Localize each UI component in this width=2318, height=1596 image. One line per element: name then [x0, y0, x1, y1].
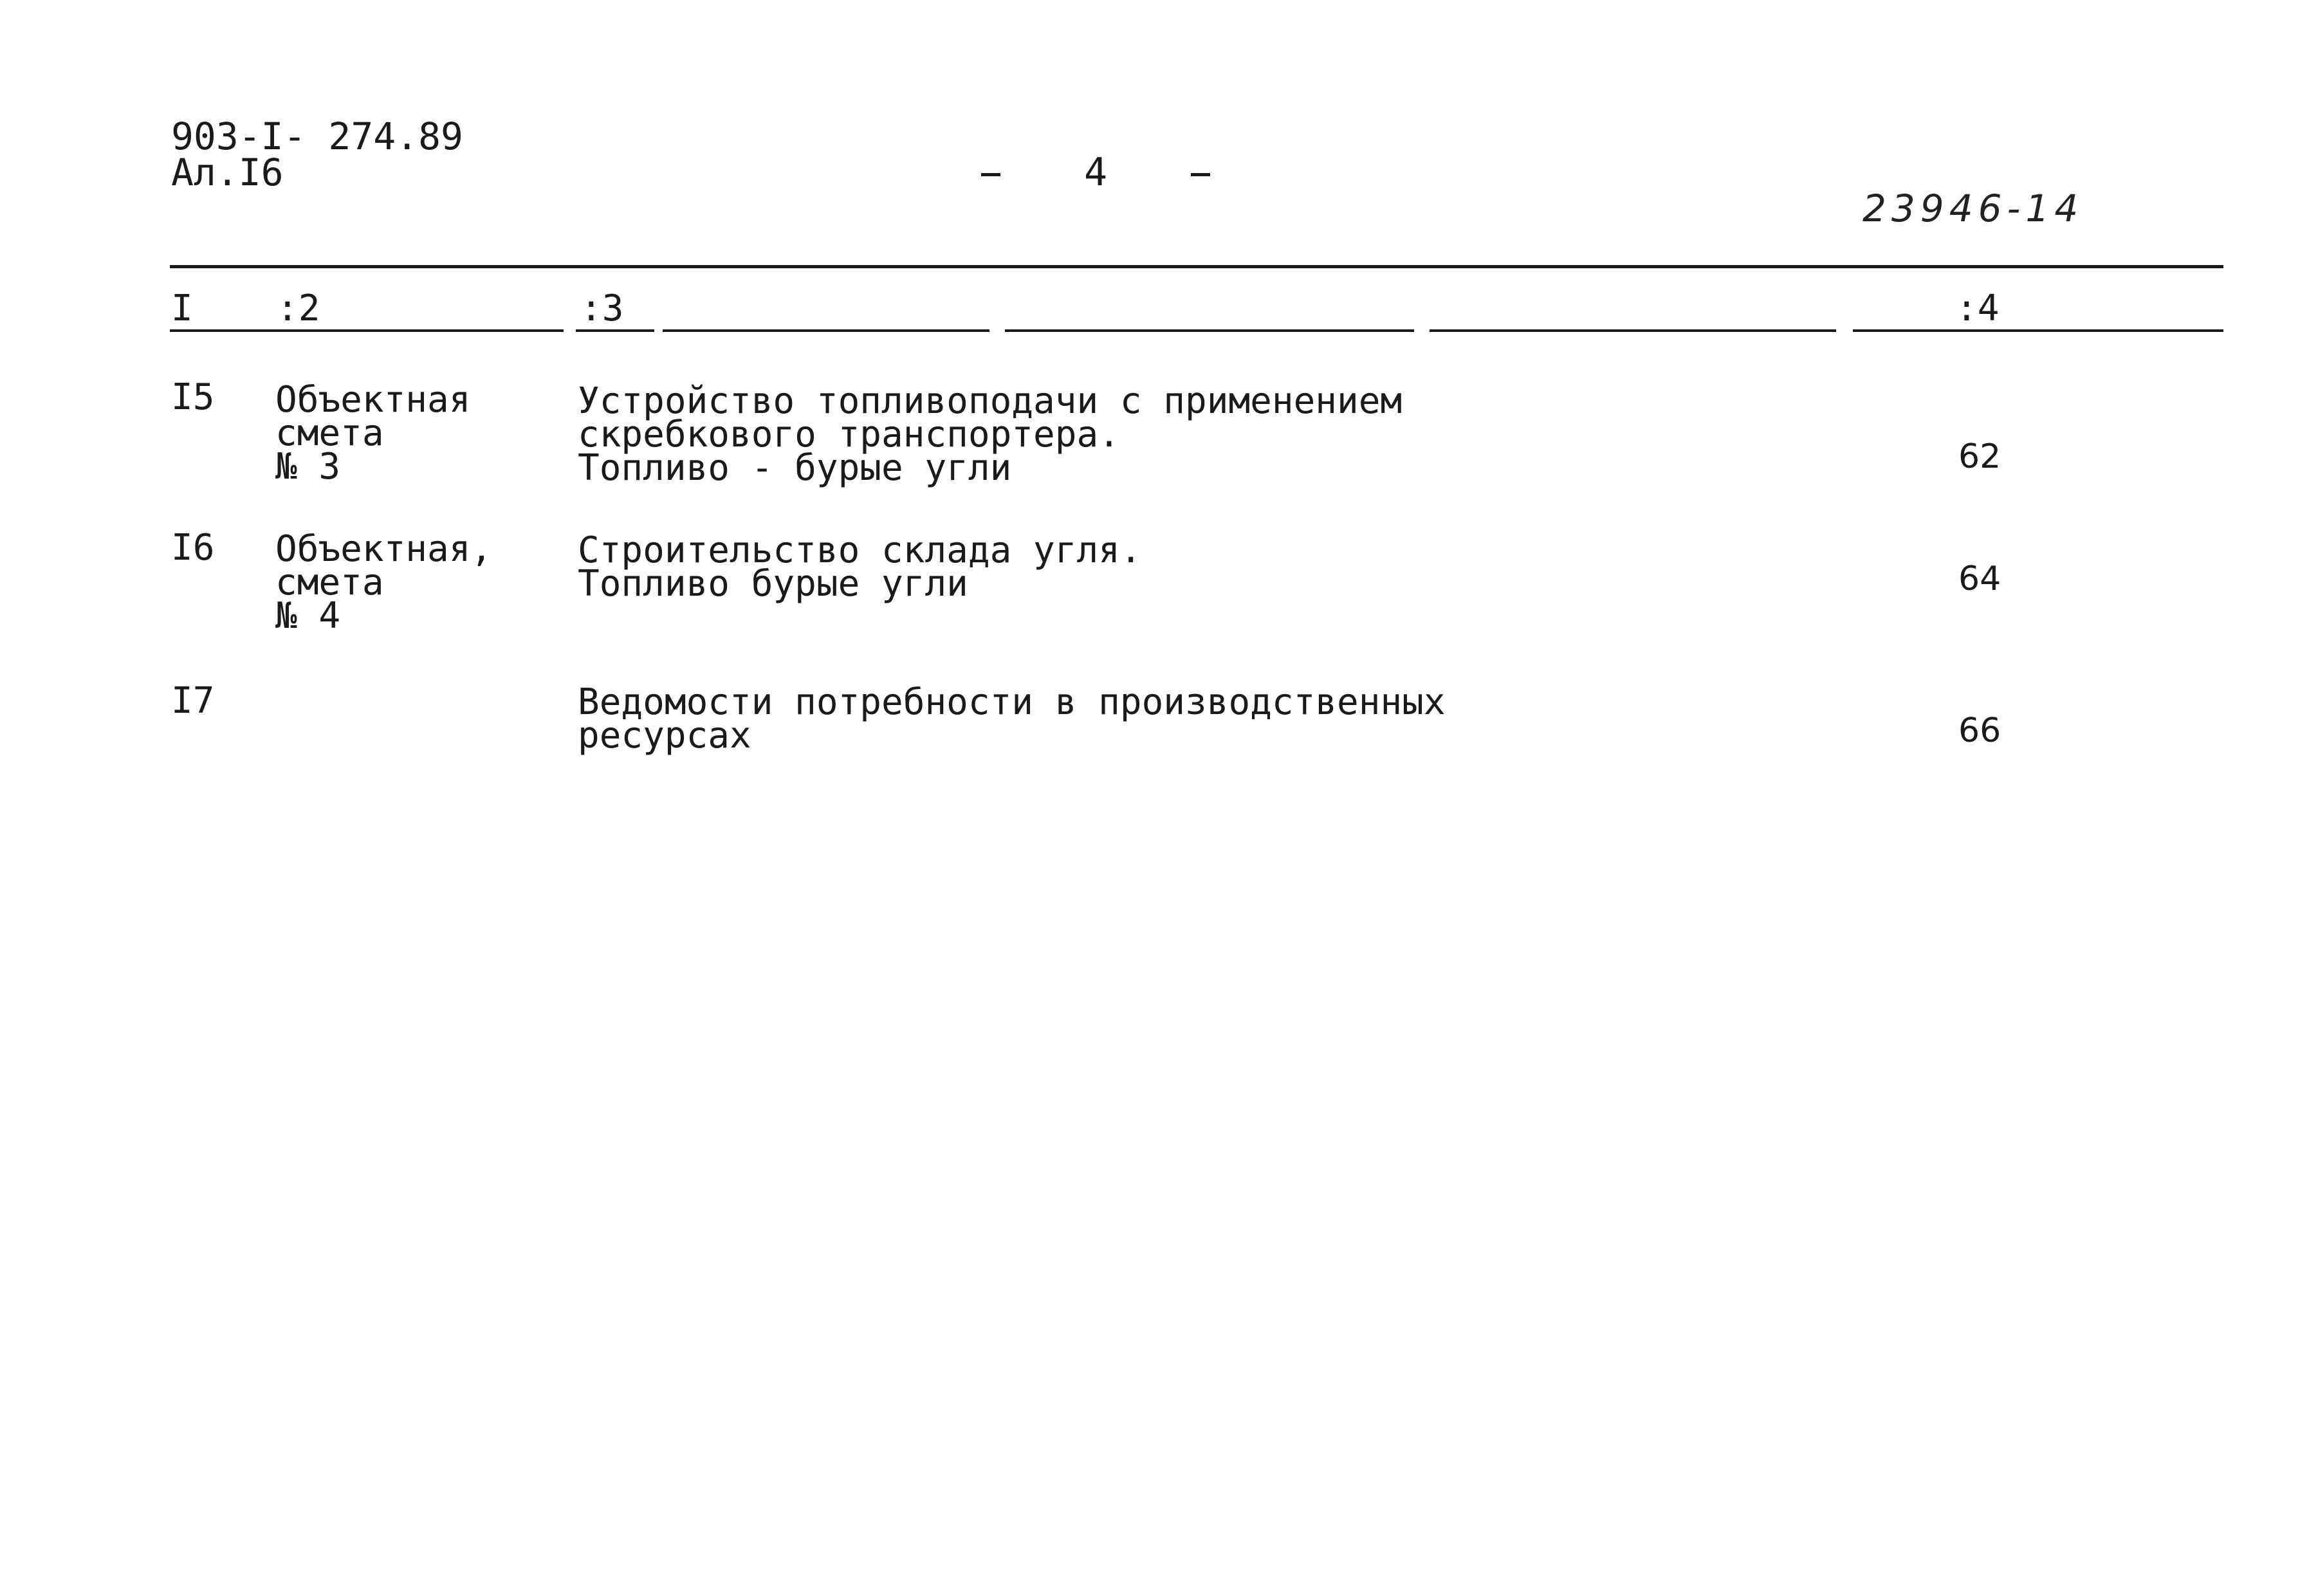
row-description-line: скребкового транспортера.: [578, 414, 1120, 455]
row-number: I7: [171, 680, 215, 722]
row-description-line: Топливо бурые угли: [578, 563, 968, 605]
header-underline-2: [576, 329, 654, 332]
row-doc-type-line: Объектная: [275, 379, 471, 421]
document-code: 903-I- 274.89: [171, 115, 463, 158]
row-doc-type-line: № 4: [275, 595, 341, 637]
row-number: I6: [171, 527, 215, 569]
sheet-number: Ал.I6: [171, 151, 284, 194]
page-dash-right: [1191, 173, 1210, 176]
row-page: 66: [1958, 711, 2001, 750]
page-number: [981, 150, 1210, 195]
row-page: 64: [1958, 560, 2001, 598]
row-doc-type-line: № 3: [275, 446, 341, 488]
table-top-rule: [170, 265, 2223, 268]
row-description-line: Топливо - бурые угли: [578, 447, 1012, 489]
row-number: I5: [171, 376, 215, 418]
column-header-1: I: [171, 288, 193, 329]
row-description-line: Устройство топливоподачи с применением: [578, 380, 1403, 422]
page-number-value: 4: [1084, 150, 1108, 195]
column-header-4: :4: [1956, 288, 2000, 329]
header-underline-6: [1853, 329, 2223, 332]
row-doc-type-line: Объектная,: [275, 528, 493, 570]
row-description-line: Ведомости потребности в производственных: [578, 681, 1446, 723]
header-underline-4: [1005, 329, 1414, 332]
archive-stamp: 23946-14: [1863, 187, 2084, 230]
row-page: 62: [1958, 437, 2001, 476]
row-description-line: Строительство склада угля.: [578, 529, 1142, 571]
row-description-line: ресурсах: [578, 715, 751, 757]
header-underline-5: [1430, 329, 1836, 332]
column-header-2: :2: [277, 288, 320, 329]
header-underline-1: [170, 329, 564, 332]
header-underline-3: [663, 329, 989, 332]
row-doc-type-line: смета: [275, 412, 384, 454]
page-dash-left: [981, 173, 1000, 176]
row-doc-type-line: смета: [275, 562, 384, 603]
column-header-3: :3: [580, 288, 624, 329]
